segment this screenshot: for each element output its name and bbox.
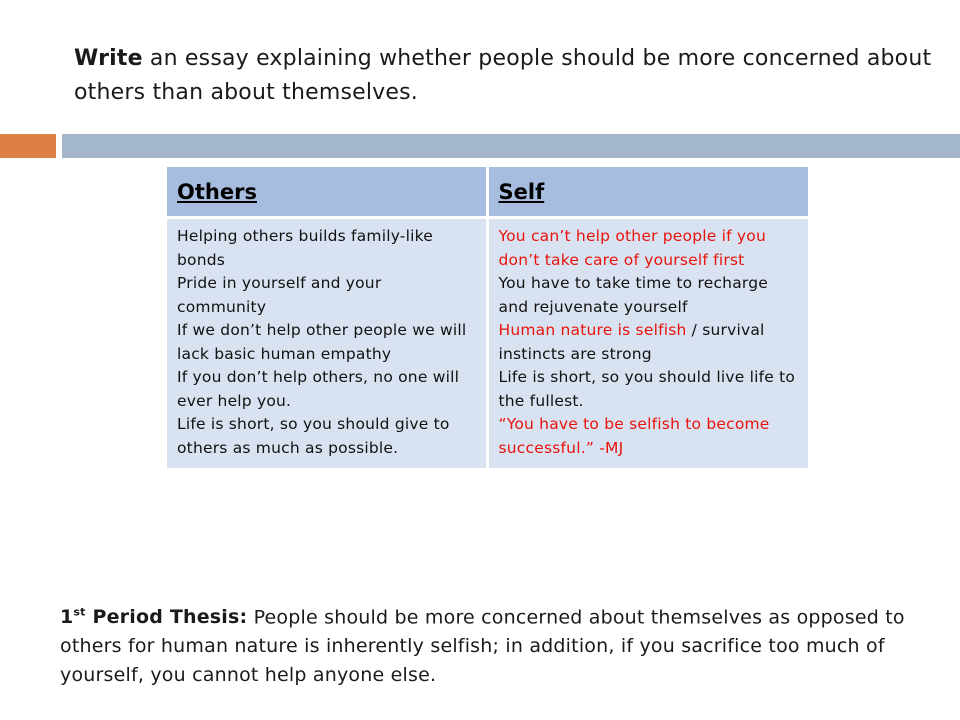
others-point: Helping others builds family-like bonds — [177, 227, 433, 269]
comparison-table — [167, 167, 808, 468]
others-cell — [167, 218, 487, 469]
prompt-text: an essay explaining whether people should be more concerned about others than about themselves. — [74, 46, 932, 105]
others-point: Pride in yourself and your community — [177, 274, 382, 316]
thesis-label-text: Period Thesis: — [85, 606, 248, 629]
others-point: Life is short, so you should give to others as much as possible. — [177, 415, 450, 457]
self-point: You have to take time to recharge and rejuvenate yourself — [498, 274, 768, 316]
self-point — [499, 413, 799, 460]
self-point: You can’t help other people if you don’t take care of yourself first — [498, 227, 767, 269]
table-body-row — [167, 218, 808, 469]
essay-prompt — [74, 42, 934, 110]
prompt-bold-word: Write — [74, 46, 143, 71]
others-point: If we don’t help other people we will lack basic human empathy — [177, 321, 467, 363]
self-point — [499, 319, 799, 366]
self-point: Life is short, so you should live life to the fullest. — [498, 368, 796, 410]
header-others: Others — [167, 167, 487, 218]
header-self: Self — [487, 167, 808, 218]
thesis-label-sup: st — [73, 606, 86, 619]
others-point: If you don’t help others, no one will ever help you. — [177, 368, 460, 410]
accent-bar-blue — [62, 134, 960, 158]
accent-bar-orange — [0, 134, 56, 158]
thesis-text: People should be more concerned about themselves as opposed to others for human nature is inherently selfish; in addition, if you sacrifice too much of yourself, you cannot help anyone else. — [60, 606, 905, 687]
self-quote-attribution: -MJ — [594, 438, 624, 457]
thesis-label-number: 1 — [60, 606, 74, 629]
self-quote: “You have to be selfish to become successful.” — [498, 415, 770, 457]
table-header-row — [167, 167, 808, 218]
thesis-label — [60, 606, 247, 628]
self-cell — [487, 218, 808, 469]
self-point-red-part: Human nature is selfish — [498, 321, 687, 339]
thesis-statement — [60, 598, 930, 690]
self-point-rest: / survival instincts are strong — [498, 321, 765, 363]
